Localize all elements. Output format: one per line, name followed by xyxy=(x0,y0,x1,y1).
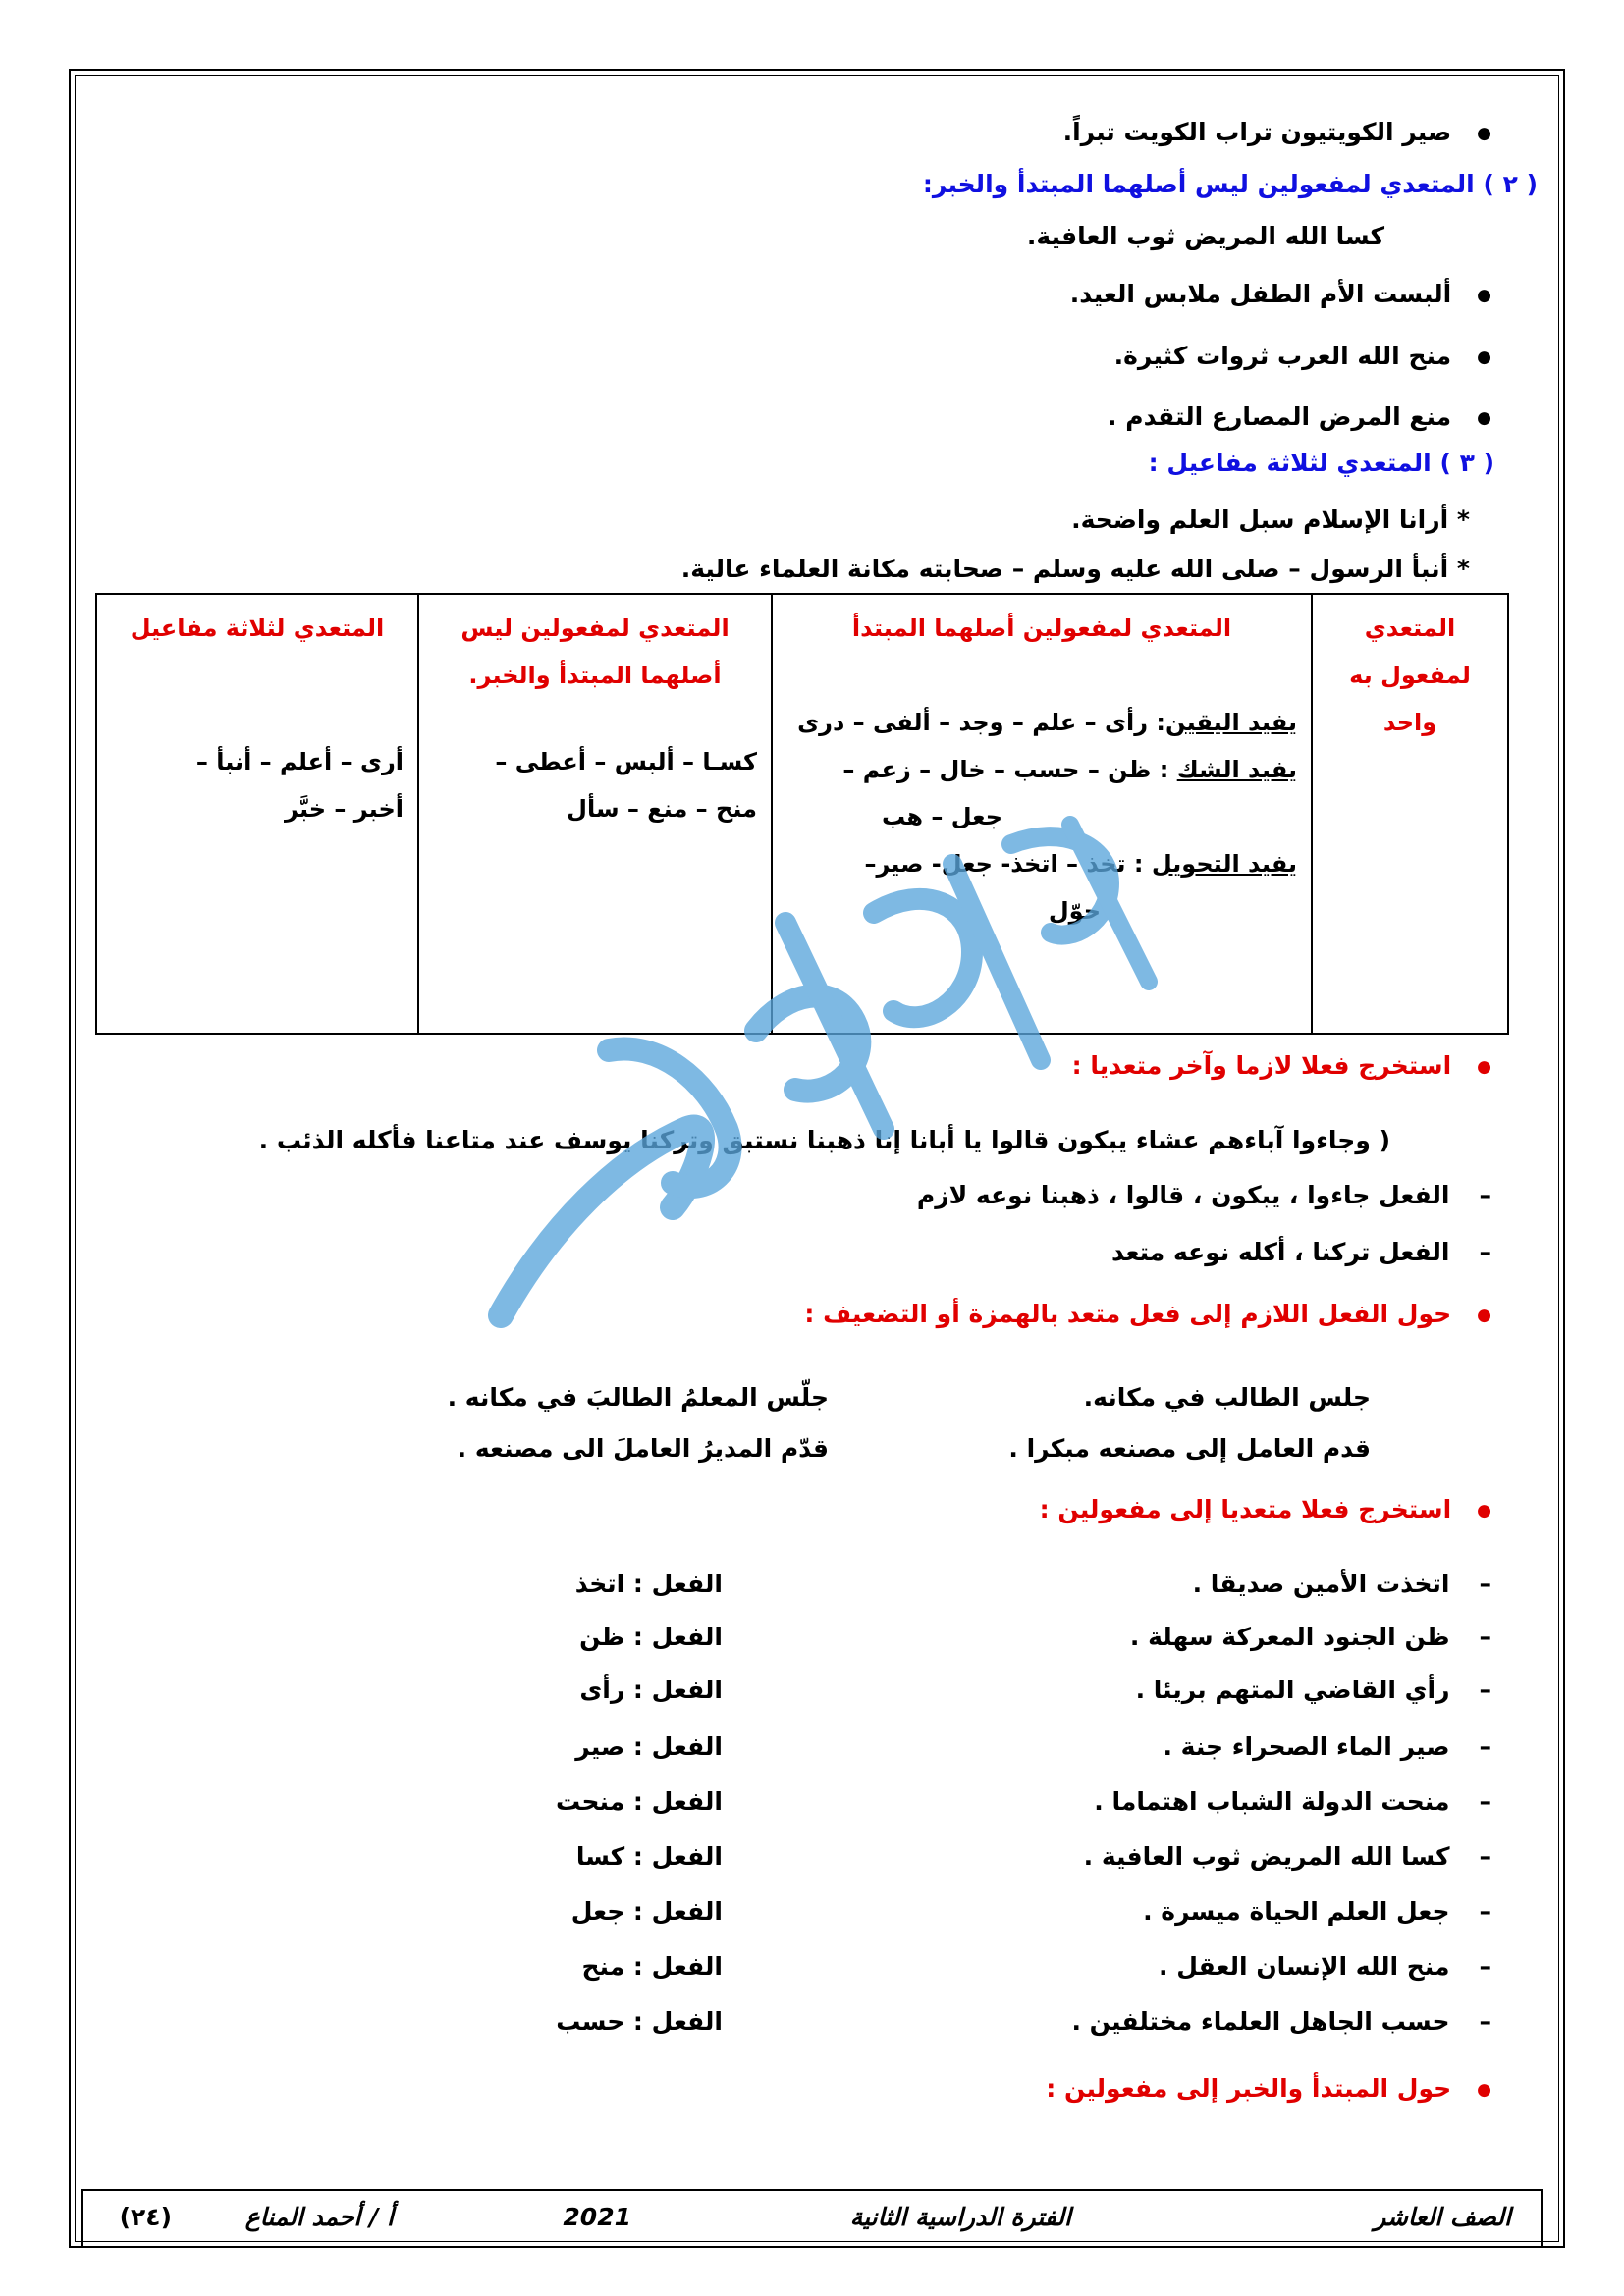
exercise-sentence: – حسب الجاهل العلماء مختلفين . xyxy=(1071,2002,1491,2042)
table-line: يفيد الشك : ظن – حسب – خال – زعم – xyxy=(842,756,1297,783)
exercise-sentence: قدم العامل إلى مصنعه مبكرا . xyxy=(1008,1434,1371,1463)
table-cell xyxy=(772,594,1312,1034)
exercise-verb-answer: الفعل : منحت xyxy=(556,1788,723,1816)
column-heading: المتعدي لمفعولين ليس أصلهما المبتدأ والخبر. xyxy=(460,614,730,689)
exercise-sentence: – منحت الدولة الشباب اهتماما . xyxy=(1094,1783,1491,1822)
footer-author: أ / أحمد المناع xyxy=(244,2203,394,2231)
section-2-heading: ( ٢ ) المتعدي لمفعولين ليس أصلهما المبتدأ والخبر: xyxy=(922,170,1538,198)
exercise-verb-answer: الفعل : كسا xyxy=(575,1842,723,1871)
table-line: جعل – هب xyxy=(881,803,1002,830)
example-line: * أرانا الإسلام سبل العلم واضحة. xyxy=(1071,506,1470,534)
section-3-heading: ( ٣ ) المتعدي لثلاثة مفاعيل : xyxy=(1148,449,1494,477)
table-cell xyxy=(96,594,418,1034)
exercise-heading: ● حول المبتدأ والخبر إلى مفعولين : xyxy=(1046,2069,1491,2109)
example-line: * أنبأ الرسول – صلى الله عليه وسلم – صحابته مكانة العلماء عالية. xyxy=(680,555,1470,583)
exercise-heading: ● استخرج فعلا متعديا إلى مفعولين : xyxy=(1040,1490,1491,1530)
exercise-heading: ● حول الفعل اللازم إلى فعل متعد بالهمزة أو التضعيف : xyxy=(804,1295,1491,1335)
exercise-verb-answer: الفعل : منح xyxy=(581,1952,723,1981)
example-line: ● منح الله العرب ثروات كثيرة. xyxy=(1114,337,1491,377)
table-line: حوّل xyxy=(1048,897,1101,925)
table-line: يفيد التحويل : تخذ – اتخذ- جعل- صير– xyxy=(864,850,1297,878)
example-line: كسا الله المريض ثوب العافية. xyxy=(1026,222,1384,250)
exercise-verb-answer: الفعل : صير xyxy=(575,1733,723,1761)
example-line: ● منع المرض المصارع التقدم . xyxy=(1108,398,1491,438)
exercise-sentence: – رأي القاضي المتهم بريئا . xyxy=(1136,1671,1491,1710)
exercise-answer: قدّم المديرُ العاملَ الى مصنعه . xyxy=(457,1434,829,1463)
table-line: يفيد اليقين: رأى – علم – وجد – ألفى – درى xyxy=(797,709,1297,736)
exercise-sentence: – جعل العلم الحياة ميسرة . xyxy=(1143,1893,1491,1932)
table-cell xyxy=(418,594,772,1034)
column-heading: المتعدي لمفعولين أصلهما المبتدأ xyxy=(851,614,1232,642)
footer-grade: الصف العاشر xyxy=(1374,2203,1511,2231)
table-line: منح – منع – سأل xyxy=(567,795,757,823)
example-line: ● ألبست الأم الطفل ملابس العيد. xyxy=(1070,275,1491,315)
answer-line: – الفعل جاءوا ، يبكون ، قالوا ، ذهبنا نوعه لازم xyxy=(917,1176,1491,1215)
footer-year: 2021 xyxy=(563,2203,631,2231)
exercise-sentence: – صير الماء الصحراء جنة . xyxy=(1163,1728,1491,1767)
exercise-answer: جلّس المعلمُ الطالبَ في مكانه . xyxy=(447,1383,829,1412)
exercise-verb-answer: الفعل : ظن xyxy=(579,1623,723,1651)
footer-term: الفترة الدراسية الثانية xyxy=(849,2203,1071,2231)
column-heading: المتعدي لمفعول به واحد xyxy=(1349,614,1471,736)
table-cell xyxy=(1312,594,1508,1034)
exercise-sentence: جلس الطالب في مكانه. xyxy=(1083,1383,1371,1412)
exercise-sentence: – منح الله الإنسان العقل . xyxy=(1159,1948,1491,1987)
table-line: كسـا – ألبس – أعطى – xyxy=(495,748,757,775)
transitive-verbs-table xyxy=(95,593,1509,1035)
footer-page-number: (٢٤) xyxy=(119,2203,172,2231)
exercise-heading: ● استخرج فعلا لازما وآخر متعديا : xyxy=(1072,1046,1491,1087)
page-footer xyxy=(81,2189,1543,2248)
answer-line: – الفعل تركنا ، أكله نوعه متعد xyxy=(1111,1233,1491,1272)
exercise-verb-answer: الفعل : حسب xyxy=(556,2007,723,2036)
table-line: أخبر – خبَّر xyxy=(285,795,404,823)
exercise-verb-answer: الفعل : جعل xyxy=(570,1897,723,1926)
example-line: ● صير الكويتيون تراب الكويت تبراً. xyxy=(1063,113,1491,153)
table-line: أرى – أعلم – أنبأ – xyxy=(195,748,404,775)
exercise-verb-answer: الفعل : اتخذ xyxy=(574,1570,723,1598)
exercise-verb-answer: الفعل : رأى xyxy=(579,1676,723,1704)
column-heading: المتعدي لثلاثة مفاعيل xyxy=(130,614,385,642)
exercise-sentence: – كسا الله المريض ثوب العافية . xyxy=(1084,1838,1491,1877)
exercise-sentence: – اتخذت الأمين صديقا . xyxy=(1193,1565,1491,1604)
quran-quote: ( وجاءوا آباءهم عشاء يبكون قالوا يا أبانا إنا ذهبنا نستبق وتركنا يوسف عند متاعنا فأكله الذئب . xyxy=(258,1126,1390,1154)
exercise-sentence: – ظن الجنود المعركة سهلة . xyxy=(1130,1618,1491,1657)
